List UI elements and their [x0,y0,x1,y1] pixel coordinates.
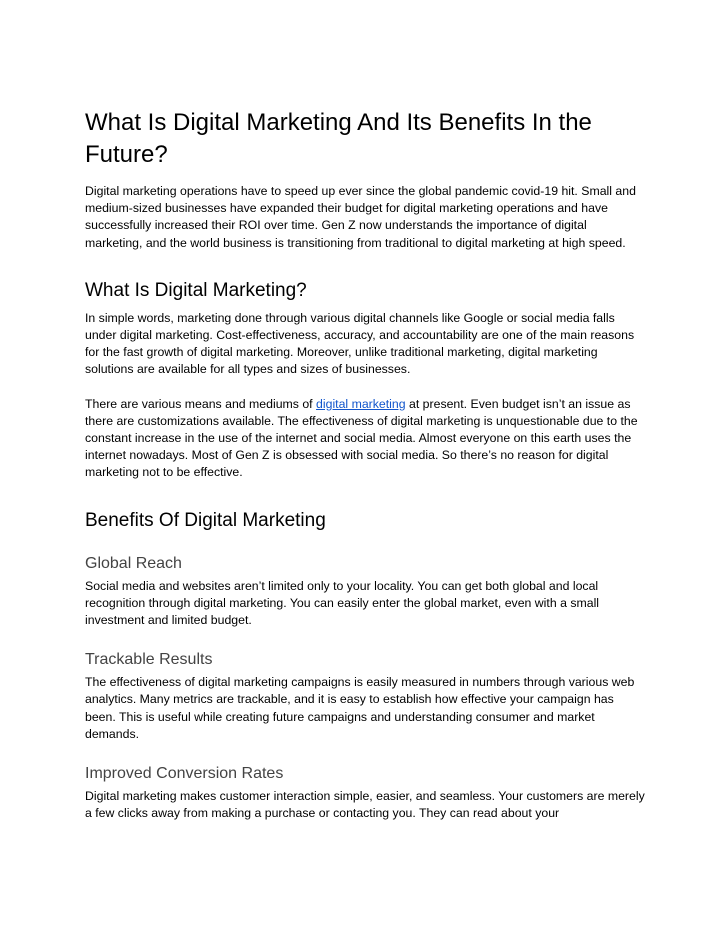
page-title: What Is Digital Marketing And Its Benefits In the Future? [85,109,592,168]
global-reach-paragraph: Social media and websites aren’t limited only to your locality. You can get both global and local recognition through digital marketing. You can easily enter the global market, even with a small investment and limited budget. [85,578,600,628]
digital-marketing-link[interactable]: digital marketing [316,396,406,411]
paragraph-text: There are various means and mediums of [85,396,317,411]
what-is-paragraph-1: In simple words, marketing done through various digital channels like Google or social media falls under digital marketing. Cost-effectiveness, accuracy, and accountability are one of the main reasons for the fast growth of digital marketing. Moreover, unlike traditional marketing, digital marketing solutions are available for all types and sizes of businesses. [85,310,635,377]
what-is-paragraph-2 [85,396,645,482]
section-heading-what-is: What Is Digital Marketing? [85,279,307,301]
subheading-improved-conversion-rates: Improved Conversion Rates [85,765,284,783]
subheading-global-reach: Global Reach [85,554,182,572]
subheading-trackable-results: Trackable Results [85,651,213,669]
section-heading-benefits: Benefits Of Digital Marketing [85,509,326,531]
improved-conversion-paragraph: Digital marketing makes customer interaction simple, easier, and seamless. Your customers are merely a few clicks away from making a purchase or contacting you. They can read about your [85,789,645,821]
paragraph-text: at present. Even budget isn’t an issue as there are customizations available. The effectiveness of digital marketing is unquestionable due to the constant increase in the use of the internet and social media. Almost everyone on this earth uses the internet nowadays. Most of Gen Z is obsessed with social media. So there’s no reason for digital marketing not to be effective. [85,396,638,480]
intro-paragraph: Digital marketing operations have to speed up ever since the global pandemic covid-19 hit. Small and medium-sized businesses have expanded their budget for digital marketing operations and have successfully increased their ROI over time. Gen Z now understands the importance of digital marketing, and the world business is transitioning from traditional to digital marketing at high speed. [85,184,636,250]
document-page [85,107,645,822]
trackable-results-paragraph: The effectiveness of digital marketing campaigns is easily measured in numbers through various web analytics. Many metrics are trackable, and it is easy to establish how effective your campaign has been. This is useful while creating future campaigns and understanding consumer and market demands. [85,675,635,741]
